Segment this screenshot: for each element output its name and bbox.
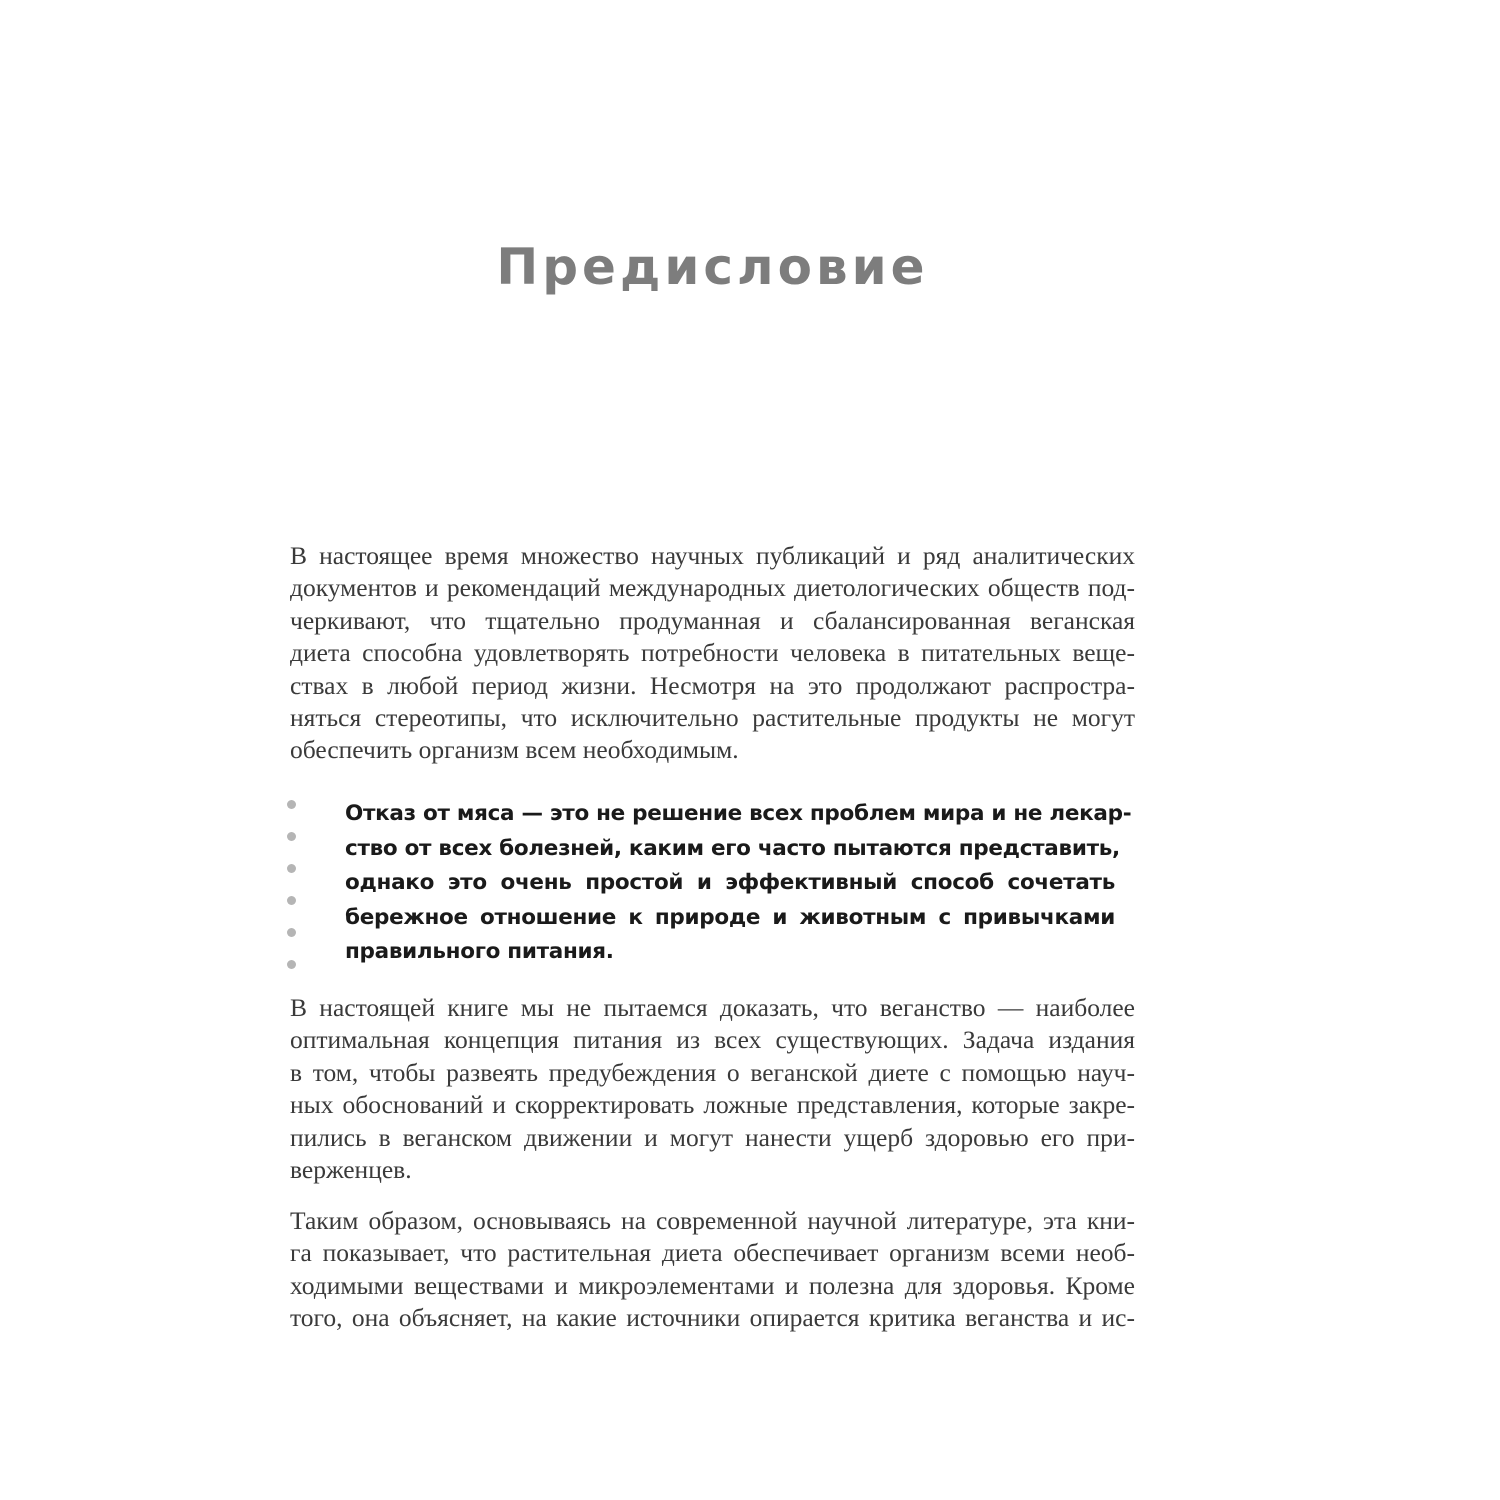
text-line: В настоящее время множество научных публикаций и ряд аналитических: [290, 541, 1135, 570]
quote-line: ство от всех болезней, каким его часто пытаются представить,: [345, 835, 1120, 861]
text-line: га показывает, что растительная диета обеспечивает организм всеми необ-: [290, 1238, 1135, 1268]
quote-line: Отказ от мяса — это не решение всех проблем мира и не лекар-: [345, 801, 1132, 826]
dot-icon: [287, 928, 296, 937]
text-line: черкивают, что тщательно продуманная и сбалансированная веганская: [290, 605, 1135, 635]
text-line: пились в веганском движении и могут нанести ущерб здоровью его при-: [290, 1122, 1135, 1152]
text-line: оптимальная концепция питания из всех существующих. Задача издания: [290, 1025, 1135, 1055]
paragraph-1: [290, 540, 1135, 767]
dot-icon: [287, 832, 296, 841]
text-line: ных обоснований и скорректировать ложные представления, которые закре-: [290, 1090, 1135, 1120]
dot-icon: [287, 864, 296, 873]
chapter-title: Предисловие: [496, 238, 929, 296]
text-line: диета способна удовлетворять потребности человека в питательных веще-: [290, 638, 1135, 668]
text-line: ходимыми веществами и микроэлементами и полезна для здоровья. Кроме: [290, 1270, 1135, 1300]
paragraph-2: [290, 992, 1135, 1186]
text-line: Таким образом, основываясь на современной научной литературе, эта кни-: [290, 1206, 1135, 1235]
text-line: того, она объясняет, на какие источники опирается критика веганства и ис-: [290, 1303, 1135, 1333]
dot-icon: [287, 800, 296, 809]
dot-icon: [287, 960, 296, 969]
text-line: обеспечить организм всем необходимым.: [290, 735, 739, 765]
text-line: в том, чтобы развеять предубеждения о веганской диете с помощью науч-: [290, 1057, 1135, 1087]
text-line: ствах в любой период жизни. Несмотря на это продолжают распростра-: [290, 670, 1135, 700]
quote-line: однако это очень простой и эффективный способ сочетать: [345, 870, 1115, 895]
dot-icon: [287, 896, 296, 905]
text-line: документов и рекомендаций международных диетологических обществ под-: [290, 573, 1135, 603]
quote-line: правильного питания.: [345, 939, 614, 964]
text-line: верженцев.: [290, 1155, 412, 1185]
paragraph-3: [290, 1205, 1135, 1335]
quote-line: бережное отношение к природе и животным с привычками: [345, 904, 1115, 930]
text-line: няться стереотипы, что исключительно растительные продукты не могут: [290, 703, 1135, 733]
pull-quote: [345, 797, 1132, 970]
text-line: В настоящей книге мы не пытаемся доказать, что веганство — наиболее: [290, 993, 1135, 1022]
